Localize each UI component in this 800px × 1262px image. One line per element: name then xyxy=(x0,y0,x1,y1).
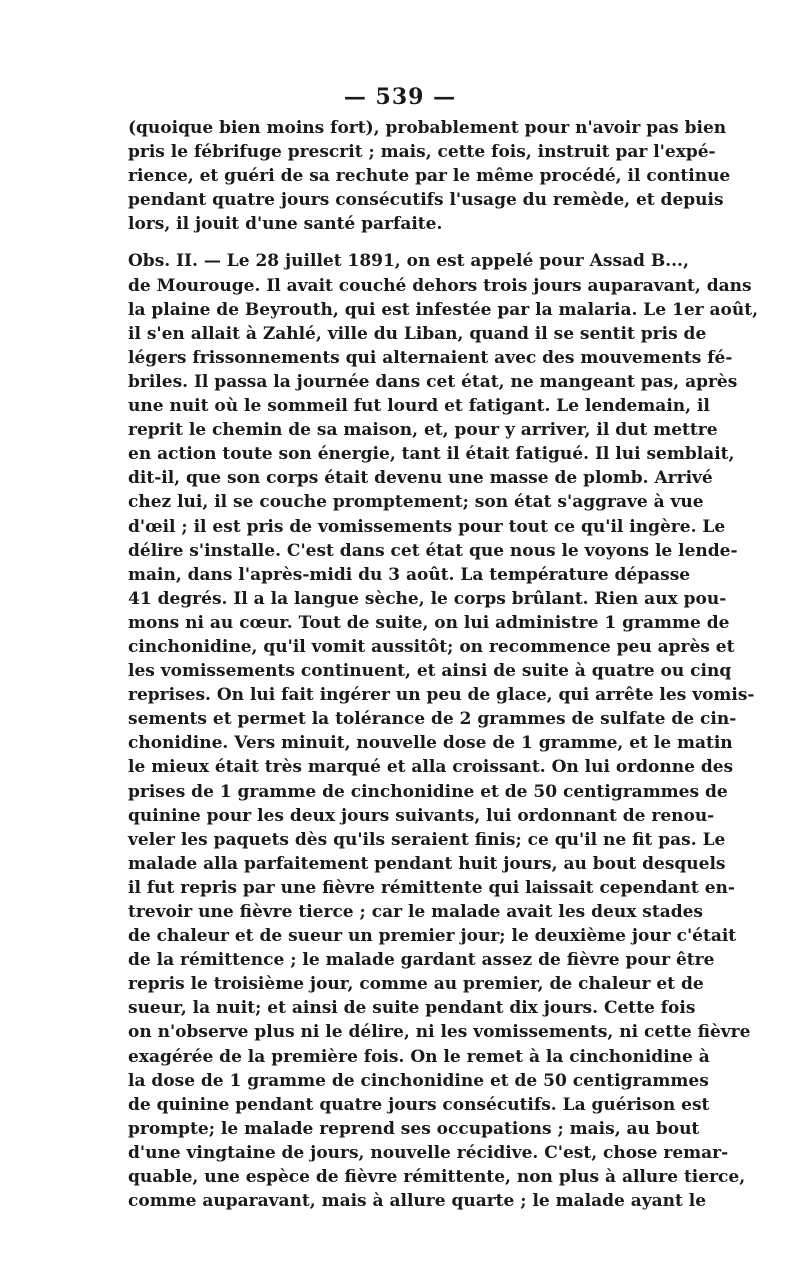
text-line: 41 degrés. Il a la langue sèche, le corps brûlant. Rien aux pou- xyxy=(128,588,727,609)
text-line: Obs. II. — Le 28 juillet 1891, on est appelé pour Assad B..., xyxy=(128,251,689,272)
text-line: rience, et guéri de sa rechute par le même procédé, il continue xyxy=(128,166,731,187)
text-line: chonidine. Vers minuit, nouvelle dose de 1 gramme, et le matin xyxy=(128,733,733,754)
text-line: mons ni au cœur. Tout de suite, on lui administre 1 gramme de xyxy=(128,612,730,633)
text-line: quable, une espèce de fièvre rémittente, non plus à allure tierce, xyxy=(128,1167,746,1188)
text-line: on n'observe plus ni le délire, ni les vomissements, ni cette fièvre xyxy=(128,1022,751,1043)
paragraph-continuation xyxy=(128,116,731,236)
text-line: de quinine pendant quatre jours consécutifs. La guérison est xyxy=(128,1094,710,1115)
text-line: pris le fébrifuge prescrit ; mais, cette fois, instruit par l'expé- xyxy=(128,142,716,163)
text-line: les vomissements continuent, et ainsi de suite à quatre ou cinq xyxy=(128,661,732,682)
text-line: malade alla parfaitement pendant huit jours, au bout desquels xyxy=(128,853,726,874)
text-line: chez lui, il se couche promptement; son état s'aggrave à vue xyxy=(128,492,704,513)
text-line: briles. Il passa la journée dans cet état, ne mangeant pas, après xyxy=(128,371,738,392)
text-line: comme auparavant, mais à allure quarte ; le malade ayant le xyxy=(128,1191,707,1212)
text-line: le mieux était très marqué et alla croissant. On lui ordonne des xyxy=(128,757,734,778)
text-line: quinine pour les deux jours suivants, lui ordonnant de renou- xyxy=(128,805,715,826)
text-line: délire s'installe. C'est dans cet état que nous le voyons le lende- xyxy=(128,540,738,561)
text-line: d'œil ; il est pris de vomissements pour tout ce qu'il ingère. Le xyxy=(128,516,726,537)
page-number: — 539 — xyxy=(343,84,457,110)
text-line: d'une vingtaine de jours, nouvelle récidive. C'est, chose remar- xyxy=(128,1142,729,1163)
text-line: main, dans l'après-midi du 3 août. La température dépasse xyxy=(128,564,691,585)
text-line: une nuit où le sommeil fut lourd et fatigant. Le lendemain, il xyxy=(128,396,710,417)
text-line: sueur, la nuit; et ainsi de suite pendant dix jours. Cette fois xyxy=(128,998,696,1019)
text-line: reprises. On lui fait ingérer un peu de glace, qui arrête les vomis- xyxy=(128,685,755,706)
text-line: reprit le chemin de sa maison, et, pour y arriver, il dut mettre xyxy=(128,420,718,441)
text-line: dit-il, que son corps était devenu une masse de plomb. Arrivé xyxy=(128,468,713,489)
text-line: il s'en allait à Zahlé, ville du Liban, quand il se sentit pris de xyxy=(128,323,707,344)
body-text xyxy=(128,116,758,1213)
text-line: sements et permet la tolérance de 2 grammes de sulfate de cin- xyxy=(128,709,737,730)
text-line: en action toute son énergie, tant il était fatigué. Il lui semblait, xyxy=(128,444,735,465)
text-line: légers frissonnements qui alternaient avec des mouvements fé- xyxy=(128,347,733,368)
text-line: veler les paquets dès qu'ils seraient finis; ce qu'il ne fit pas. Le xyxy=(128,829,726,850)
text-line: (quoique bien moins fort), probablement pour n'avoir pas bien xyxy=(128,118,727,138)
text-line: pendant quatre jours consécutifs l'usage du remède, et depuis xyxy=(128,190,724,211)
text-line: cinchonidine, qu'il vomit aussitôt; on recommence peu après et xyxy=(128,636,735,657)
text-line: prises de 1 gramme de cinchonidine et de 50 centigrammes de xyxy=(128,781,728,802)
text-line: trevoir une fièvre tierce ; car le malade avait les deux stades xyxy=(128,902,703,922)
text-line: de chaleur et de sueur un premier jour; le deuxième jour c'était xyxy=(128,926,737,947)
paragraph-gap xyxy=(128,236,672,249)
text-line: exagérée de la première fois. On le remet à la cinchonidine à xyxy=(128,1046,710,1067)
text-line: la dose de 1 gramme de cinchonidine et de 50 centigrammes xyxy=(128,1070,709,1091)
text-line: de la rémittence ; le malade gardant assez de fièvre pour être xyxy=(128,950,715,971)
text-line: prompte; le malade reprend ses occupations ; mais, au bout xyxy=(128,1118,700,1139)
text-line: repris le troisième jour, comme au premier, de chaleur et de xyxy=(128,974,704,995)
text-line: lors, il jouit d'une santé parfaite. xyxy=(128,214,443,235)
text-line: il fut repris par une fièvre rémittente qui laissait cependant en- xyxy=(128,877,735,898)
text-line: de Mourouge. Il avait couché dehors trois jours auparavant, dans xyxy=(128,275,752,296)
paragraph-observation-2 xyxy=(128,249,758,1213)
text-line: la plaine de Beyrouth, qui est infestée par la malaria. Le 1er août, xyxy=(128,299,758,320)
